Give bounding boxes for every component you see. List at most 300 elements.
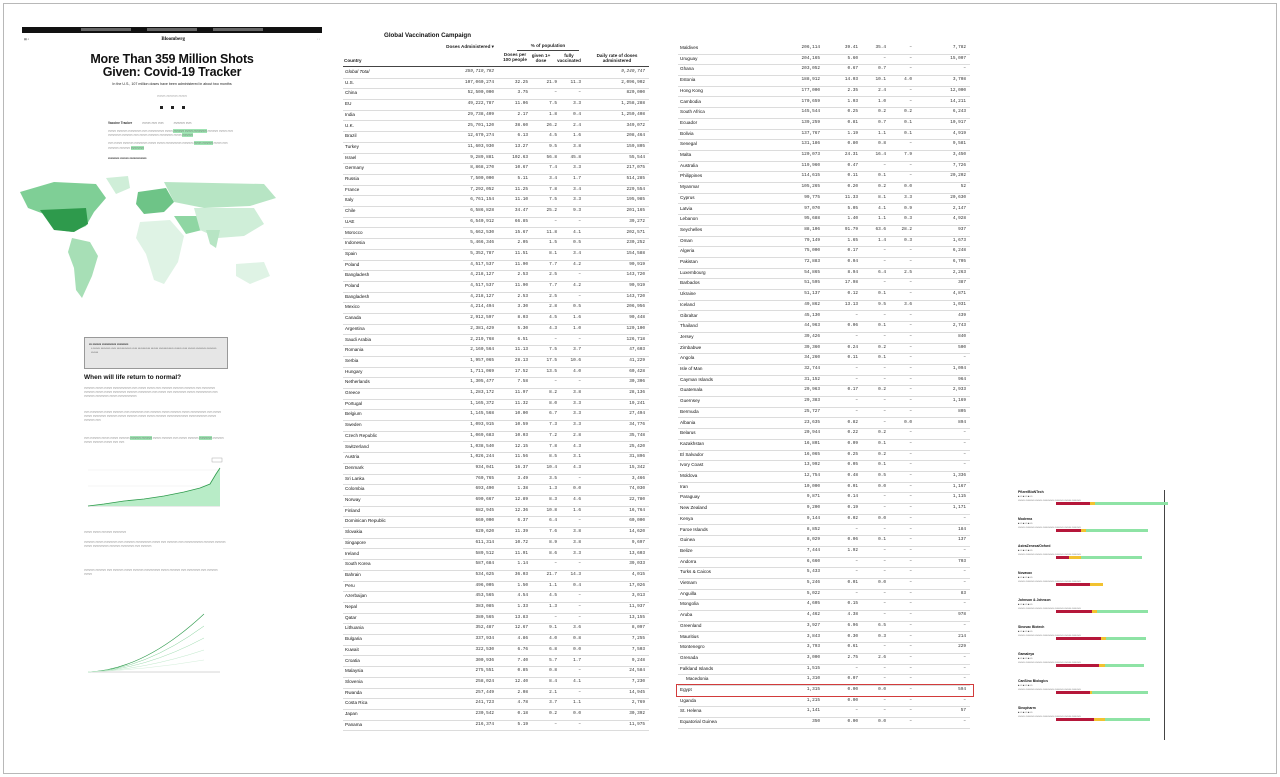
value-cell: 2.35 xyxy=(847,87,858,93)
value-cell: 1.8 xyxy=(549,111,557,117)
value-cell: 1,250,408 xyxy=(621,111,645,117)
value-cell: 0.11 xyxy=(847,355,858,361)
value-cell: – xyxy=(909,280,912,286)
country-cell: Bangladesh xyxy=(345,272,370,278)
value-cell: 11.39 xyxy=(514,529,528,535)
value-cell: 0.18 xyxy=(517,711,528,716)
dose-rate-area xyxy=(88,468,220,506)
value-cell: 0.80 xyxy=(847,141,858,147)
value-cell: – xyxy=(883,248,886,254)
tracker-tabs[interactable]: Vaccine Tracker ▭▭▭ ▭▭ ▭▭ ▭▭▭▭ ▭▭ xyxy=(108,121,192,125)
value-cell: 6.7 xyxy=(549,411,557,417)
value-cell: – xyxy=(909,430,912,436)
value-cell: 1.3 xyxy=(549,486,557,492)
value-cell: 0.06 xyxy=(847,323,858,329)
country-cell: Switzerland xyxy=(345,443,369,449)
value-cell: – xyxy=(909,141,912,147)
value-cell: 4.38 xyxy=(847,612,858,618)
value-cell: 2.8 xyxy=(573,432,581,438)
trial-bar-yellow xyxy=(1069,556,1080,559)
country-cell: Turkey xyxy=(345,143,359,149)
value-cell: 10,000 xyxy=(804,483,820,489)
value-cell: 143,720 xyxy=(626,293,645,299)
country-cell: Austria xyxy=(345,454,360,460)
trial-bar-yellow xyxy=(1099,664,1106,667)
value-cell: 57 xyxy=(960,708,966,714)
value-cell: 11,937 xyxy=(629,604,645,609)
map-india xyxy=(206,230,220,248)
country-cell: Paraguay xyxy=(680,494,700,500)
value-cell: 12.89 xyxy=(514,497,528,502)
value-cell: 229,554 xyxy=(626,186,645,192)
country-cell: New Zealand xyxy=(680,505,708,511)
country-cell: Egypt xyxy=(680,687,692,692)
value-cell: 0.1 xyxy=(904,119,912,125)
value-cell: 7.40 xyxy=(517,657,528,663)
value-cell: 9,200 xyxy=(806,505,820,511)
value-cell: – xyxy=(909,654,912,660)
value-cell: 7.58 xyxy=(517,379,528,385)
value-cell: 66.85 xyxy=(514,218,528,224)
country-cell: Guatemala xyxy=(680,387,703,393)
trial-description: ▭▭▭ ▭▭▭▭ ▭▭▭ ▭▭▭▭▭ ▭▭▭▭ ▭▭▭ ▭▭▭▭ xyxy=(1018,499,1081,502)
value-cell: – xyxy=(883,376,886,382)
value-cell: 1,026,244 xyxy=(470,454,494,460)
value-cell: 0.2 xyxy=(878,387,886,393)
value-cell: – xyxy=(578,604,581,609)
value-cell: 1,093,915 xyxy=(470,422,494,428)
country-cell: Hungary xyxy=(345,368,363,374)
trial-bar-red xyxy=(1056,637,1101,640)
value-cell: 11.25 xyxy=(514,186,528,192)
value-cell: 258,024 xyxy=(475,678,494,684)
value-cell: 2,381,429 xyxy=(470,325,494,331)
projection-chart[interactable] xyxy=(84,600,224,680)
value-cell: 0.0 xyxy=(878,515,886,521)
value-cell: 0.3 xyxy=(878,633,886,639)
value-cell: 0.1 xyxy=(878,440,886,446)
country-cell: Mongolia xyxy=(680,601,699,607)
value-cell: 8.6 xyxy=(549,550,557,556)
trial-legend: ■ ▭ ■ ▭ ■ ▭ xyxy=(1018,495,1033,498)
value-cell: 36.03 xyxy=(514,571,528,577)
country-cell: Denmark xyxy=(345,464,364,470)
value-cell: – xyxy=(909,344,912,350)
value-cell: 11.13 xyxy=(514,347,528,353)
value-cell: 32.25 xyxy=(514,79,528,85)
value-cell: 25,727 xyxy=(804,408,820,414)
value-cell: 17.98 xyxy=(844,280,858,286)
value-cell: 7,503 xyxy=(631,646,645,652)
value-cell: 5,022 xyxy=(806,590,820,596)
value-cell: 1.1 xyxy=(549,582,557,588)
value-cell: – xyxy=(909,580,912,585)
trial-legend: ■ ▭ ■ ▭ ■ ▭ xyxy=(1018,522,1033,525)
country-cell: Belarus xyxy=(680,430,696,436)
value-cell: 1,283,172 xyxy=(470,390,494,395)
country-cell: Grenada xyxy=(680,654,698,660)
country-cell: Mexico xyxy=(345,304,360,310)
value-cell: – xyxy=(883,644,886,650)
country-cell: Macedonia xyxy=(686,676,709,682)
value-cell: 30,306 xyxy=(629,379,645,385)
map-russia xyxy=(164,182,276,208)
value-cell: 230,542 xyxy=(475,711,494,716)
col-per100[interactable]: Doses per 100 people xyxy=(503,52,527,63)
value-cell: 10.72 xyxy=(514,539,528,545)
value-cell: 7.6 xyxy=(549,529,557,535)
country-cell: Estonia xyxy=(680,77,696,83)
trial-bar-green xyxy=(1106,637,1145,640)
value-cell: 0.04 xyxy=(847,259,858,264)
value-cell: – xyxy=(883,366,886,371)
brand-logo[interactable]: Bloomberg xyxy=(161,36,185,42)
value-cell: 0.61 xyxy=(847,644,858,650)
value-cell: 1,171 xyxy=(952,505,966,511)
value-cell: 0.2 xyxy=(878,430,886,436)
projection-line-3 xyxy=(88,638,204,672)
value-cell: 15,007 xyxy=(950,55,966,61)
value-cell: 4,214,494 xyxy=(470,304,494,310)
value-cell: – xyxy=(963,462,966,468)
value-cell: 453,565 xyxy=(475,593,494,599)
value-cell: 3.3 xyxy=(573,422,581,428)
value-cell: 1.33 xyxy=(517,604,528,609)
value-cell: 95,688 xyxy=(804,216,820,222)
map-heading: ▭▭▭▭ ▭▭▭ ▭▭▭▭▭▭ xyxy=(108,155,147,160)
value-cell: 0.0 xyxy=(573,711,581,716)
country-cell: Russia xyxy=(345,176,360,181)
projection-line-4 xyxy=(88,650,204,672)
value-cell: 0.0 xyxy=(878,687,886,692)
value-cell: – xyxy=(963,515,966,521)
country-cell: Poland xyxy=(345,283,360,288)
value-cell: 143,720 xyxy=(626,272,645,278)
map-africa xyxy=(136,220,184,284)
info-box: ▭ ▭▭▭ ▭▭▭▭▭ ▭▭▭▭ • ▭▭▭ ▭▭▭▭ ▭▭ ▭▭▭▭▭▭ ▭▭ ▭▭▭▭▭ ▭▭▭ ▭▭▭▭▭▭ ▭▭▭ ▭▭ ▭▭▭ ▭▭▭▭ ▭▭▭▭ ▭▭▭ xyxy=(84,337,228,369)
value-cell: 99,775 xyxy=(804,194,820,200)
trial-name: Sinovac Biotech xyxy=(1018,625,1045,629)
value-cell: – xyxy=(554,721,557,727)
value-cell: 201,165 xyxy=(626,208,645,214)
value-cell: – xyxy=(909,558,912,564)
country-cell: Uruguay xyxy=(680,55,698,61)
trial-name: Johnson & Johnson xyxy=(1018,598,1051,602)
value-cell: 229 xyxy=(958,644,966,650)
value-cell: 0.0 xyxy=(878,719,886,725)
country-cell: Argentina xyxy=(345,325,365,331)
value-cell: 4,928 xyxy=(952,216,966,222)
value-cell: – xyxy=(909,333,912,339)
country-cell: Latvia xyxy=(680,205,693,211)
value-cell: 4.0 xyxy=(549,636,557,642)
trial-item xyxy=(1018,571,1178,583)
value-cell: – xyxy=(578,218,581,224)
value-cell: 202,571 xyxy=(626,229,645,235)
col-country[interactable]: Country xyxy=(344,58,362,63)
value-cell: 39,272 xyxy=(629,218,645,224)
value-cell: 10.67 xyxy=(514,165,528,171)
value-cell: 1.50 xyxy=(517,582,528,588)
dose-rate-chart[interactable] xyxy=(84,456,224,514)
value-cell: – xyxy=(883,398,886,404)
value-cell: 3.4 xyxy=(573,186,581,192)
value-cell: 60,000 xyxy=(629,518,645,524)
value-cell: 2,160,564 xyxy=(470,347,494,353)
trial-legend: ■ ▭ ■ ▭ ■ ▭ xyxy=(1018,603,1033,606)
country-cell: Equatorial Guinea xyxy=(680,719,717,725)
country-cell: Chile xyxy=(345,208,356,214)
value-cell: 3,466 xyxy=(631,475,645,481)
value-cell: 1,069,683 xyxy=(470,432,494,438)
country-cell: Qatar xyxy=(345,614,357,620)
value-cell: 126,718 xyxy=(626,336,645,342)
value-cell: 3,450 xyxy=(952,152,966,157)
trial-description: ▭▭▭ ▭▭▭▭ ▭▭▭ ▭▭▭▭▭ ▭▭▭▭ ▭▭▭ ▭▭▭▭ xyxy=(1018,580,1081,583)
value-cell: 5.19 xyxy=(517,721,528,727)
value-cell: – xyxy=(883,526,886,532)
value-cell: 0.0 xyxy=(878,580,886,585)
value-cell: 10,917 xyxy=(950,119,966,125)
value-cell: 0.19 xyxy=(847,505,858,511)
value-cell: 41,229 xyxy=(629,357,645,363)
value-cell: – xyxy=(909,355,912,361)
value-cell: 439 xyxy=(958,312,966,318)
vaccine-trials-panel xyxy=(1018,490,1178,740)
trial-bar-red xyxy=(1056,610,1092,613)
value-cell: 1,215 xyxy=(806,697,820,703)
value-cell: 3.6 xyxy=(904,301,912,307)
value-cell: – xyxy=(855,665,858,671)
value-cell: 15.67 xyxy=(514,229,528,235)
trial-name: Moderna xyxy=(1018,517,1033,521)
value-cell: 587,684 xyxy=(475,561,494,567)
country-cell: Singapore xyxy=(345,539,366,545)
country-cell: Iceland xyxy=(680,301,695,307)
value-cell: 83 xyxy=(960,590,966,596)
value-cell: 9.5 xyxy=(878,301,886,307)
value-cell: 0.22 xyxy=(847,430,858,436)
country-cell: Germany xyxy=(345,165,364,171)
value-cell: – xyxy=(554,561,557,567)
share-icons[interactable] xyxy=(22,106,322,109)
value-cell: 11.97 xyxy=(514,390,528,395)
country-cell: U.K. xyxy=(345,122,354,128)
value-cell: 11,975 xyxy=(629,721,645,727)
value-cell: 188,912 xyxy=(801,77,820,83)
nav-actions[interactable]: ◦ ◦ xyxy=(317,37,320,41)
country-cell: Kenya xyxy=(680,515,694,521)
country-cell: Nepal xyxy=(345,604,358,609)
country-cell: Aruba xyxy=(680,612,693,618)
value-cell: 3.4 xyxy=(549,176,557,181)
value-cell: 0.2 xyxy=(878,109,886,115)
value-cell: 9,697 xyxy=(631,539,645,545)
value-cell: 660,000 xyxy=(475,518,494,524)
headline: More Than 359 Million Shots Given: Covid-19 Tracker xyxy=(90,52,254,79)
value-cell: 145,544 xyxy=(801,109,820,115)
value-cell: 2,219,768 xyxy=(470,336,494,342)
trial-description: ▭▭▭ ▭▭▭▭ ▭▭▭ ▭▭▭▭▭ ▭▭▭▭ ▭▭▭ ▭▭▭▭ xyxy=(1018,688,1081,691)
value-cell: – xyxy=(909,451,912,457)
value-cell: 7.5 xyxy=(549,347,557,353)
country-cell: Canada xyxy=(345,315,362,321)
col-daily[interactable]: Daily rate of doses administered xyxy=(596,53,638,64)
col-fully[interactable]: fully vaccinated xyxy=(557,53,581,64)
value-cell: 9,144 xyxy=(806,515,820,521)
value-cell: 39,033 xyxy=(629,561,645,567)
value-cell: 26.2 xyxy=(546,122,557,128)
col-doses[interactable]: Doses Administered ▾ xyxy=(446,44,494,49)
value-cell: 1,141 xyxy=(806,708,820,714)
value-cell: 1.6 xyxy=(573,315,581,321)
value-cell: – xyxy=(554,336,557,342)
trial-item xyxy=(1018,625,1178,637)
value-cell: 49,222,787 xyxy=(467,101,494,107)
value-cell: 79,149 xyxy=(804,237,820,243)
value-cell: 0.1 xyxy=(904,130,912,136)
map-south-america xyxy=(68,238,98,298)
value-cell: – xyxy=(909,162,912,168)
value-cell: 840 xyxy=(958,333,966,339)
value-cell: – xyxy=(578,593,581,599)
value-cell: 22,780 xyxy=(629,497,645,502)
country-cell: Anguilla xyxy=(680,590,697,596)
value-cell: 63.6 xyxy=(875,226,886,232)
value-cell: 1.92 xyxy=(847,547,858,553)
value-cell: 9,871 xyxy=(806,494,820,500)
value-cell: 1.0 xyxy=(878,98,886,104)
value-cell: – xyxy=(554,379,557,385)
value-cell: 97,070 xyxy=(804,205,820,211)
value-cell: 30,392 xyxy=(629,711,645,716)
value-cell: 6,248 xyxy=(952,248,966,254)
country-cell: Indonesia xyxy=(345,240,365,246)
value-cell: 34.47 xyxy=(514,208,528,214)
value-cell: 0.8 xyxy=(549,668,557,674)
value-cell: 1.5 xyxy=(549,240,557,246)
value-cell: – xyxy=(963,580,966,585)
value-cell: 0.20 xyxy=(847,184,858,190)
nav-menu[interactable]: ▤ ⌕ xyxy=(24,37,30,41)
value-cell: 39,426 xyxy=(804,333,820,339)
country-cell: Guernsey xyxy=(680,398,700,404)
value-cell: 1,957,065 xyxy=(470,357,494,363)
country-cell: Bangladesh xyxy=(345,293,370,299)
value-cell: 594 xyxy=(958,687,966,692)
value-cell: 1.14 xyxy=(517,561,528,567)
country-cell: Sri Lanka xyxy=(345,475,365,481)
value-cell: 17,026 xyxy=(629,582,645,588)
col-given1[interactable]: given 1+ dose xyxy=(531,53,551,64)
value-cell: 4.5 xyxy=(549,593,557,599)
value-cell: – xyxy=(578,689,581,695)
value-cell: 3.3 xyxy=(573,411,581,417)
value-cell: – xyxy=(578,518,581,524)
value-cell: – xyxy=(909,408,912,414)
value-cell: 0.30 xyxy=(847,633,858,639)
country-cell: Spain xyxy=(345,250,357,256)
value-cell: 11.51 xyxy=(514,250,528,256)
value-cell: 1,515 xyxy=(806,665,820,671)
value-cell: 23,635 xyxy=(804,419,820,425)
value-cell: 2.53 xyxy=(517,272,528,278)
country-cell: Norway xyxy=(345,497,361,502)
value-cell: – xyxy=(883,676,886,682)
value-cell: 2.53 xyxy=(517,293,528,299)
value-cell: 2.5 xyxy=(549,272,557,278)
value-cell: 0.00 xyxy=(847,719,858,725)
value-cell: 90,919 xyxy=(629,261,645,267)
map-greenland xyxy=(106,176,130,194)
value-cell: – xyxy=(909,376,912,382)
country-cell: Uganda xyxy=(680,697,697,703)
trial-name: CanSino Biologics xyxy=(1018,679,1048,683)
value-cell: 52,500,000 xyxy=(467,90,494,96)
value-cell: 56.8 xyxy=(546,154,557,160)
value-cell: 8,868,270 xyxy=(470,165,494,171)
value-cell: 44,963 xyxy=(804,323,820,329)
value-cell: 216,374 xyxy=(475,721,494,727)
value-cell: 203,052 xyxy=(801,66,820,72)
value-cell: 25,420 xyxy=(629,443,645,449)
value-cell: 6,705 xyxy=(952,259,966,264)
value-cell: 978 xyxy=(958,612,966,618)
country-cell: Ukraine xyxy=(680,291,696,297)
value-cell: 137,767 xyxy=(801,130,820,136)
col-group: % of population xyxy=(530,43,566,48)
value-cell: 159,805 xyxy=(626,143,645,149)
value-cell: – xyxy=(963,665,966,671)
value-cell: 1,336 xyxy=(952,473,966,478)
value-cell: – xyxy=(883,505,886,511)
value-cell: 6.76 xyxy=(517,646,528,652)
country-cell: Malta xyxy=(680,152,692,157)
value-cell: 964 xyxy=(958,376,966,382)
value-cell: 0.06 xyxy=(847,537,858,543)
value-cell: 11.10 xyxy=(514,197,528,203)
value-cell: 4,218,127 xyxy=(470,272,494,278)
trial-name: Novavax xyxy=(1018,571,1032,575)
value-cell: – xyxy=(963,622,966,628)
value-cell: 2.75 xyxy=(847,654,858,660)
value-cell: 102.63 xyxy=(512,154,528,160)
world-vaccination-map[interactable] xyxy=(14,172,286,312)
value-cell: 0.81 xyxy=(847,119,858,125)
value-cell: 1,169 xyxy=(952,398,966,404)
value-cell: 4.3 xyxy=(573,464,581,470)
country-cell: Ecuador xyxy=(680,119,698,125)
value-cell: 4.1 xyxy=(878,205,886,211)
intro-paragraph-2: ▭▭ ▭▭▭ ▭▭▭▭ ▭▭▭▭▭ ▭▭▭ ▭▭▭ ▭▭▭▭▭▭ ▭▭▭▭ ▭▭▭ ▭▭▭▭ ▭▭▭ ▭▭ ▭▭▭▭ ▭▭▭▭ ▭▭▭▭▭ xyxy=(108,141,228,150)
value-cell: 3.3 xyxy=(573,550,581,556)
value-cell: 0.2 xyxy=(878,344,886,350)
site-nav xyxy=(22,35,322,43)
value-cell: 4.54 xyxy=(517,593,528,599)
value-cell: – xyxy=(909,612,912,618)
country-cell: Lithuania xyxy=(345,625,364,631)
value-cell: – xyxy=(909,569,912,575)
country-cell: Thailand xyxy=(680,323,698,329)
value-cell: 214 xyxy=(958,633,966,639)
value-cell: – xyxy=(578,272,581,278)
value-cell: 1.4 xyxy=(878,237,886,243)
value-cell: 25,701,120 xyxy=(467,122,494,128)
value-cell: 690,667 xyxy=(475,497,494,502)
trial-description: ▭▭▭ ▭▭▭▭ ▭▭▭ ▭▭▭▭▭ ▭▭▭▭ ▭▭▭ ▭▭▭▭ xyxy=(1018,607,1081,610)
value-cell: – xyxy=(883,259,886,264)
trial-item xyxy=(1018,679,1178,691)
